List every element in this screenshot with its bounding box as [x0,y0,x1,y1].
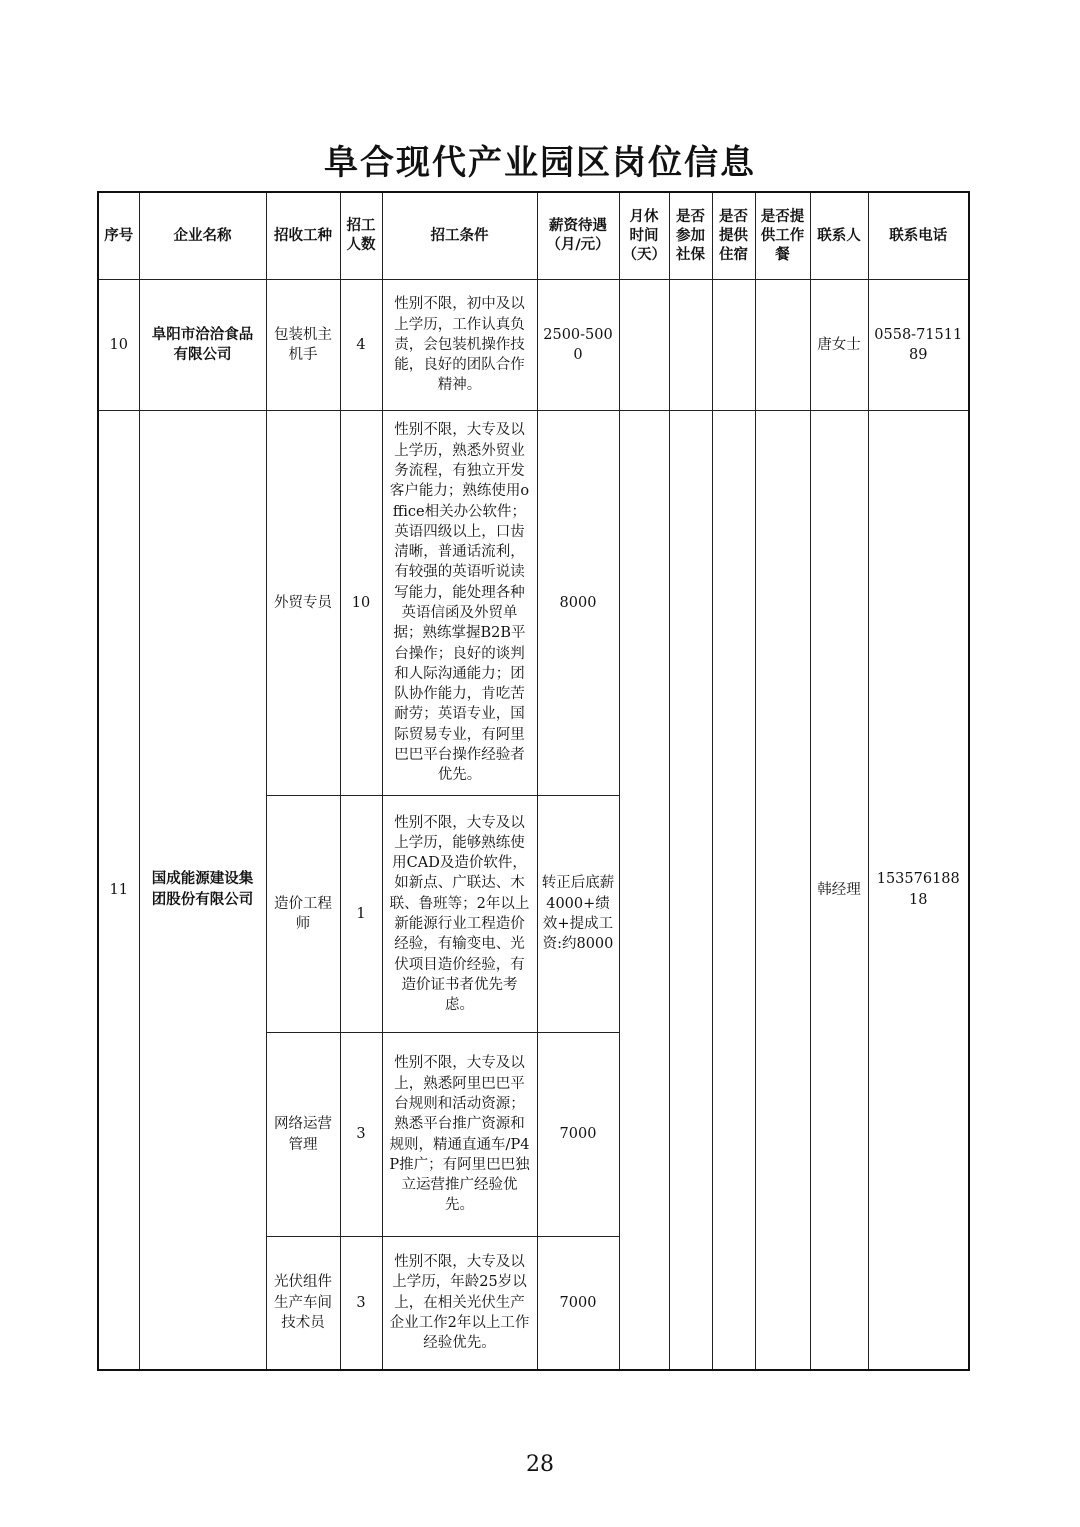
rest-days-cell [619,280,669,411]
conditions-cell: 性别不限，大专及以上学历，熟悉外贸业务流程，有独立开发客户能力；熟练使用office相关办公软件；英语四级以上，口齿清晰，普通话流利，有较强的英语听说读写能力，能处理各种英语信函及外贸单据；熟练掌握B2B平台操作；良好的谈判和人际沟通能力；团队协作能力，肯吃苦耐劳；英语专业，国际贸易专业，有阿里巴巴平台操作经验者优先。 [382,411,537,796]
salary-cell: 转正后底薪4000+绩效+提成工资:约8000 [537,796,619,1033]
job-type-cell: 外贸专员 [266,411,340,796]
rest-days-cell [619,411,669,1370]
page-number: 28 [526,1452,554,1477]
headcount-cell: 10 [340,411,382,796]
meals-cell [755,411,810,1370]
table-row [98,411,969,796]
headcount-cell: 1 [340,796,382,1033]
header-housing: 是否提供住宿 [712,192,755,280]
salary-cell: 2500-5000 [537,280,619,411]
company-name-cell: 国成能源建设集团股份有限公司 [139,411,266,1370]
page-title: 阜合现代产业园区岗位信息 [324,143,756,183]
salary-cell: 7000 [537,1033,619,1237]
conditions-cell: 性别不限，大专及以上学历，年龄25岁以上，在相关光伏生产企业工作2年以上工作经验优先。 [382,1237,537,1370]
header-social-insurance: 是否参加社保 [669,192,712,280]
salary-cell: 8000 [537,411,619,796]
header-headcount: 招工人数 [340,192,382,280]
headcount-cell: 4 [340,280,382,411]
housing-cell [712,411,755,1370]
headcount-cell: 3 [340,1237,382,1370]
table-row [98,280,969,411]
salary-cell: 7000 [537,1237,619,1370]
contact-cell: 韩经理 [810,411,868,1370]
company-name-cell: 阜阳市洽洽食品有限公司 [139,280,266,411]
header-conditions: 招工条件 [382,192,537,280]
headcount-cell: 3 [340,1033,382,1237]
meals-cell [755,280,810,411]
header-meals: 是否提供工作餐 [755,192,810,280]
job-type-cell: 光伏组件生产车间技术员 [266,1237,340,1370]
table-header-row [98,192,969,280]
phone-cell: 15357618818 [868,411,969,1370]
job-type-cell: 网络运营管理 [266,1033,340,1237]
conditions-cell: 性别不限，初中及以上学历，工作认真负责，会包装机操作技能，良好的团队合作精神。 [382,280,537,411]
conditions-cell: 性别不限，大专及以上，熟悉阿里巴巴平台规则和活动资源；熟悉平台推广资源和规则，精通直通车/P4P推广；有阿里巴巴独立运营推广经验优先。 [382,1033,537,1237]
social-insurance-cell [669,411,712,1370]
job-table [97,191,970,1371]
header-job-type: 招收工种 [266,192,340,280]
housing-cell [712,280,755,411]
header-seq: 序号 [98,192,139,280]
header-salary: 薪资待遇（月/元） [537,192,619,280]
conditions-cell: 性别不限，大专及以上学历，能够熟练使用CAD及造价软件，如新点、广联达、木联、鲁班等；2年以上新能源行业工程造价经验，有输变电、光伏项目造价经验，有造价证书者优先考虑。 [382,796,537,1033]
job-type-cell: 造价工程师 [266,796,340,1033]
seq-cell: 11 [98,411,139,1370]
job-type-cell: 包装机主机手 [266,280,340,411]
social-insurance-cell [669,280,712,411]
contact-cell: 唐女士 [810,280,868,411]
header-contact: 联系人 [810,192,868,280]
header-rest-days: 月休时间（天） [619,192,669,280]
seq-cell: 10 [98,280,139,411]
header-phone: 联系电话 [868,192,969,280]
header-company: 企业名称 [139,192,266,280]
phone-cell: 0558-7151189 [868,280,969,411]
